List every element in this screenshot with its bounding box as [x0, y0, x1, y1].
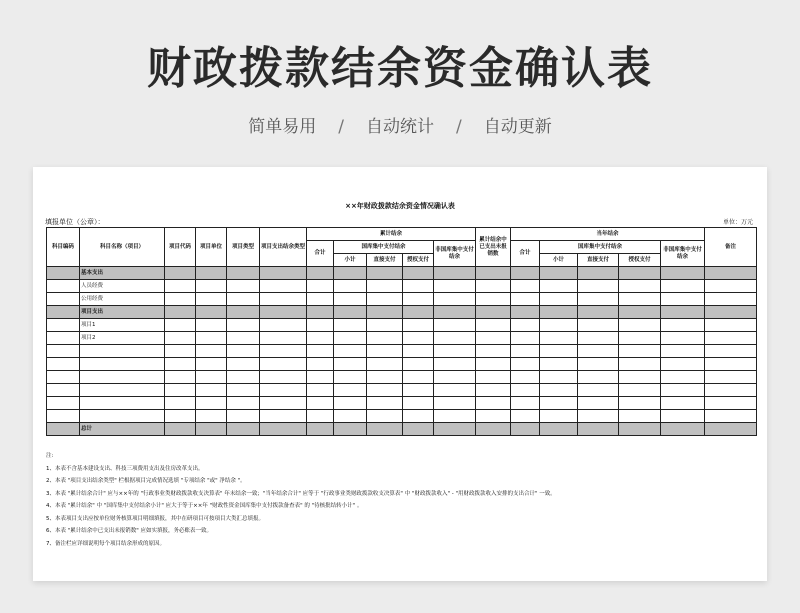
- table-cell[interactable]: [260, 267, 307, 280]
- table-cell[interactable]: [403, 371, 434, 384]
- table-row: [47, 345, 757, 358]
- table-cell[interactable]: [511, 306, 540, 319]
- header-balance-type: 项目支出结余类型: [260, 228, 307, 267]
- cell-item-name[interactable]: [80, 397, 165, 410]
- table-cell[interactable]: [165, 410, 196, 423]
- table-cell[interactable]: [227, 371, 260, 384]
- table-cell[interactable]: [661, 293, 705, 306]
- table-cell[interactable]: [619, 280, 661, 293]
- table-cell[interactable]: [260, 306, 307, 319]
- table-cell[interactable]: [196, 332, 227, 345]
- table-cell[interactable]: [705, 358, 757, 371]
- table-cell[interactable]: [578, 267, 619, 280]
- table-cell[interactable]: [476, 306, 511, 319]
- table-cell[interactable]: [619, 397, 661, 410]
- table-cell[interactable]: [476, 345, 511, 358]
- table-cell[interactable]: [227, 410, 260, 423]
- table-cell[interactable]: [307, 293, 334, 306]
- table-cell[interactable]: [578, 410, 619, 423]
- table-cell[interactable]: [260, 293, 307, 306]
- table-cell[interactable]: [47, 293, 80, 306]
- table-cell[interactable]: [578, 319, 619, 332]
- table-cell[interactable]: [367, 397, 403, 410]
- cell-item-name[interactable]: 项目支出: [80, 306, 165, 319]
- table-cell[interactable]: [434, 345, 476, 358]
- table-cell[interactable]: [165, 280, 196, 293]
- table-cell[interactable]: [403, 384, 434, 397]
- table-cell[interactable]: [476, 410, 511, 423]
- table-cell[interactable]: [661, 345, 705, 358]
- table-cell[interactable]: [705, 293, 757, 306]
- hero-subtitle: [0, 112, 800, 137]
- header-code: 科目编码: [47, 228, 80, 267]
- table-cell[interactable]: [196, 371, 227, 384]
- table-cell[interactable]: [578, 332, 619, 345]
- table-cell[interactable]: [403, 306, 434, 319]
- table-cell[interactable]: [196, 319, 227, 332]
- table-cell[interactable]: [367, 410, 403, 423]
- table-cell[interactable]: [540, 293, 578, 306]
- table-cell[interactable]: [403, 280, 434, 293]
- header-project-type: 项目类型: [227, 228, 260, 267]
- table-cell[interactable]: [196, 306, 227, 319]
- table-cell[interactable]: [196, 345, 227, 358]
- table-cell[interactable]: [511, 332, 540, 345]
- table-cell[interactable]: [165, 384, 196, 397]
- table-cell[interactable]: [47, 384, 80, 397]
- table-cell[interactable]: [434, 410, 476, 423]
- note-line: 7、备注栏应详细说明每个项目结余形成的原因。: [46, 540, 166, 547]
- table-cell[interactable]: [196, 384, 227, 397]
- fill-unit-label: 填报单位（公章）：: [45, 218, 105, 226]
- table-cell[interactable]: [476, 423, 511, 436]
- table-cell[interactable]: [540, 384, 578, 397]
- table-cell[interactable]: [619, 319, 661, 332]
- table-cell[interactable]: [619, 332, 661, 345]
- table-cell[interactable]: [227, 423, 260, 436]
- table-cell[interactable]: [434, 319, 476, 332]
- table-cell[interactable]: [511, 371, 540, 384]
- note-line: 3、本表 "累计结余合计" 应与××年的 "行政事业类财政拨款收支决算表" 年末结余一致；"当年结余合计" 应等于 "行政事业类财政拨款收支决算表" 中 "财政拨款收入" - "用财政拨款收入安排的支出合计" 一致。: [46, 490, 556, 497]
- table-cell[interactable]: [540, 410, 578, 423]
- table-cell[interactable]: [434, 371, 476, 384]
- table-cell[interactable]: [619, 410, 661, 423]
- table-cell[interactable]: [47, 280, 80, 293]
- table-cell[interactable]: [334, 358, 367, 371]
- table-body: [47, 267, 757, 436]
- unit-label: 单位：万元: [722, 219, 753, 226]
- table-cell[interactable]: [511, 397, 540, 410]
- table-cell[interactable]: [578, 345, 619, 358]
- table-cell[interactable]: [403, 423, 434, 436]
- header-current-year: 当年结余: [511, 228, 705, 241]
- table-cell[interactable]: [661, 397, 705, 410]
- table-cell[interactable]: [476, 293, 511, 306]
- table-cell[interactable]: [705, 371, 757, 384]
- table-cell[interactable]: [260, 397, 307, 410]
- table-cell[interactable]: [403, 267, 434, 280]
- table-cell[interactable]: [367, 280, 403, 293]
- table-cell[interactable]: [165, 267, 196, 280]
- subtitle-separator: /: [338, 117, 344, 137]
- table-cell[interactable]: [334, 345, 367, 358]
- table-cell[interactable]: [165, 293, 196, 306]
- table-cell[interactable]: [476, 371, 511, 384]
- table-cell[interactable]: [334, 319, 367, 332]
- table-cell[interactable]: [334, 293, 367, 306]
- header-remark: 备注: [705, 228, 757, 267]
- header-project-unit: 项目单位: [196, 228, 227, 267]
- table-row: [47, 397, 757, 410]
- table-cell[interactable]: [705, 384, 757, 397]
- table-cell[interactable]: [260, 319, 307, 332]
- table-cell[interactable]: [307, 371, 334, 384]
- table-cell[interactable]: [307, 332, 334, 345]
- table-cell[interactable]: [578, 280, 619, 293]
- table-cell[interactable]: [578, 384, 619, 397]
- table-cell[interactable]: [705, 397, 757, 410]
- table-row: [47, 371, 757, 384]
- table-row: [47, 332, 757, 345]
- table-cell[interactable]: [367, 423, 403, 436]
- table-cell[interactable]: [47, 345, 80, 358]
- table-cell[interactable]: [476, 267, 511, 280]
- table-cell[interactable]: [540, 371, 578, 384]
- table-cell[interactable]: [227, 397, 260, 410]
- table-cell[interactable]: [540, 358, 578, 371]
- table-cell[interactable]: [661, 410, 705, 423]
- table-cell[interactable]: [705, 319, 757, 332]
- table-cell[interactable]: [619, 306, 661, 319]
- notes-section: [46, 450, 556, 550]
- header-cum-total: 合计: [307, 241, 334, 267]
- table-cell[interactable]: [260, 358, 307, 371]
- cell-item-name[interactable]: [80, 371, 165, 384]
- table-cell[interactable]: [511, 345, 540, 358]
- table-cell[interactable]: [196, 358, 227, 371]
- note-line: 4、本表 "累计结余" 中 "国库集中支付结余小计" 应大于等于××年 "财政性资金国库集中支付拨款备查表" 的 "待核批结转小计" 。: [46, 503, 363, 509]
- cell-item-name[interactable]: [80, 410, 165, 423]
- table-cell[interactable]: [540, 397, 578, 410]
- table-cell[interactable]: [307, 358, 334, 371]
- table-cell[interactable]: [260, 384, 307, 397]
- table-cell[interactable]: [260, 332, 307, 345]
- table-cell[interactable]: [511, 384, 540, 397]
- table-cell[interactable]: [705, 423, 757, 436]
- table-cell[interactable]: [196, 280, 227, 293]
- table-cell[interactable]: [476, 280, 511, 293]
- subtitle-separator: /: [456, 117, 462, 137]
- table-cell[interactable]: [403, 332, 434, 345]
- hero-title: 财政拨款结余资金确认表: [147, 43, 653, 94]
- header-name: 科目名称（项目）: [80, 228, 165, 267]
- table-row: [47, 319, 757, 332]
- table-cell[interactable]: [434, 423, 476, 436]
- table-cell[interactable]: [578, 397, 619, 410]
- table-cell[interactable]: [227, 332, 260, 345]
- table-cell[interactable]: [165, 423, 196, 436]
- table-cell[interactable]: [47, 423, 80, 436]
- table-cell[interactable]: [403, 358, 434, 371]
- table-cell[interactable]: [540, 423, 578, 436]
- header-cum-auth: 授权支付: [403, 254, 434, 267]
- header-year-auth: 授权支付: [619, 254, 661, 267]
- table-cell[interactable]: [196, 397, 227, 410]
- table-row: [47, 267, 757, 280]
- table-cell[interactable]: [227, 306, 260, 319]
- table-cell[interactable]: [434, 267, 476, 280]
- table-row: [47, 384, 757, 397]
- table-cell[interactable]: [307, 280, 334, 293]
- table-cell[interactable]: [196, 410, 227, 423]
- table-cell[interactable]: [434, 358, 476, 371]
- table-cell[interactable]: [511, 410, 540, 423]
- table-cell[interactable]: [540, 319, 578, 332]
- table-cell[interactable]: [578, 358, 619, 371]
- table-cell[interactable]: [661, 332, 705, 345]
- table-cell[interactable]: [165, 358, 196, 371]
- table-cell[interactable]: [511, 280, 540, 293]
- table-cell[interactable]: [47, 397, 80, 410]
- table-row: [47, 306, 757, 319]
- table-cell[interactable]: [47, 267, 80, 280]
- table-cell[interactable]: [227, 384, 260, 397]
- table-cell[interactable]: [661, 358, 705, 371]
- header-cumulative: 累计结余: [307, 228, 476, 241]
- table-row: [47, 423, 757, 436]
- table-cell[interactable]: [260, 345, 307, 358]
- table-cell[interactable]: [661, 319, 705, 332]
- header-cum-non-treasury: 非国库集中支付结余: [434, 241, 476, 267]
- table-cell[interactable]: [511, 319, 540, 332]
- table-cell[interactable]: [307, 306, 334, 319]
- table-cell[interactable]: [661, 371, 705, 384]
- table-cell[interactable]: [334, 371, 367, 384]
- cell-item-name[interactable]: [80, 358, 165, 371]
- document-title: ××年财政拨款结余资金情况确认表: [345, 202, 455, 210]
- table-cell[interactable]: [367, 371, 403, 384]
- table-cell[interactable]: [307, 345, 334, 358]
- table-cell[interactable]: [619, 293, 661, 306]
- table-cell[interactable]: [434, 280, 476, 293]
- table-cell[interactable]: [47, 371, 80, 384]
- table-cell[interactable]: [165, 397, 196, 410]
- table-cell[interactable]: [403, 319, 434, 332]
- note-line: 1、本表不含基本建设支出、科技三项费用支出及住房改革支出。: [46, 465, 204, 472]
- cell-item-name[interactable]: 项目1: [80, 319, 165, 332]
- table-cell[interactable]: [434, 384, 476, 397]
- table-cell[interactable]: [367, 306, 403, 319]
- table-cell[interactable]: [476, 319, 511, 332]
- table-cell[interactable]: [367, 293, 403, 306]
- table-cell[interactable]: [511, 358, 540, 371]
- balance-table: [46, 227, 757, 436]
- cell-item-name[interactable]: [80, 384, 165, 397]
- table-cell[interactable]: [578, 293, 619, 306]
- table-cell[interactable]: [334, 423, 367, 436]
- table-cell[interactable]: [334, 332, 367, 345]
- table-cell[interactable]: [578, 423, 619, 436]
- header-cum-subtotal: 小计: [334, 254, 367, 267]
- table-cell[interactable]: [511, 293, 540, 306]
- table-cell[interactable]: [705, 306, 757, 319]
- table-cell[interactable]: [307, 423, 334, 436]
- table-row: [47, 410, 757, 423]
- table-cell[interactable]: [307, 267, 334, 280]
- table-cell[interactable]: [661, 423, 705, 436]
- table-cell[interactable]: [227, 280, 260, 293]
- table-row: [47, 293, 757, 306]
- table-cell[interactable]: [540, 280, 578, 293]
- table-cell[interactable]: [540, 267, 578, 280]
- table-row: [47, 358, 757, 371]
- table-cell[interactable]: [705, 410, 757, 423]
- table-cell[interactable]: [403, 397, 434, 410]
- table-cell[interactable]: [47, 319, 80, 332]
- table-cell[interactable]: [619, 384, 661, 397]
- table-cell[interactable]: [578, 306, 619, 319]
- table-cell[interactable]: [367, 319, 403, 332]
- header-year-treasury: 国库集中支付结余: [540, 241, 661, 254]
- table-cell[interactable]: [307, 384, 334, 397]
- table-cell[interactable]: [307, 410, 334, 423]
- table-cell[interactable]: [476, 358, 511, 371]
- table-cell[interactable]: [196, 293, 227, 306]
- table-cell[interactable]: [434, 332, 476, 345]
- table-cell[interactable]: [260, 371, 307, 384]
- table-cell[interactable]: [334, 397, 367, 410]
- table-cell[interactable]: [165, 371, 196, 384]
- table-cell[interactable]: [334, 280, 367, 293]
- subtitle-item: 自动更新: [483, 117, 552, 137]
- table-cell[interactable]: [165, 332, 196, 345]
- cell-item-name[interactable]: 公用经费: [80, 293, 165, 306]
- header-year-non-treasury: 非国库集中支付结余: [661, 241, 705, 267]
- spreadsheet-preview: [33, 167, 767, 581]
- table-cell[interactable]: [540, 332, 578, 345]
- header-cum-direct: 直接支付: [367, 254, 403, 267]
- cell-item-name[interactable]: 总计: [80, 423, 165, 436]
- header-year-subtotal: 小计: [540, 254, 578, 267]
- table-cell[interactable]: [403, 345, 434, 358]
- table-cell[interactable]: [511, 423, 540, 436]
- table-cell[interactable]: [165, 345, 196, 358]
- table-cell[interactable]: [661, 306, 705, 319]
- table-cell[interactable]: [47, 332, 80, 345]
- note-line: 2、本表 "项目支出结余类型" 栏根据项目完成情况选填 "专项结余 "或" 净结余 "。: [46, 478, 246, 484]
- table-cell[interactable]: [619, 423, 661, 436]
- table-cell[interactable]: [227, 293, 260, 306]
- table-cell[interactable]: [227, 267, 260, 280]
- table-cell[interactable]: [540, 345, 578, 358]
- table-cell[interactable]: [307, 397, 334, 410]
- table-cell[interactable]: [260, 423, 307, 436]
- header-year-direct: 直接支付: [578, 254, 619, 267]
- table-cell[interactable]: [403, 410, 434, 423]
- header-year-total: 合计: [511, 241, 540, 267]
- header-cumulative-unreported: 累计结余中已支出未报销数: [476, 228, 511, 267]
- table-cell[interactable]: [403, 293, 434, 306]
- table-cell[interactable]: [47, 306, 80, 319]
- table-cell[interactable]: [434, 306, 476, 319]
- table-cell[interactable]: [260, 280, 307, 293]
- table-cell[interactable]: [434, 293, 476, 306]
- table-cell[interactable]: [47, 410, 80, 423]
- table-cell[interactable]: [227, 358, 260, 371]
- table-cell[interactable]: [434, 397, 476, 410]
- table-cell[interactable]: [367, 358, 403, 371]
- table-cell[interactable]: [619, 371, 661, 384]
- cell-item-name[interactable]: 基本支出: [80, 267, 165, 280]
- table-cell[interactable]: [476, 397, 511, 410]
- table-cell[interactable]: [476, 332, 511, 345]
- note-line: 注:: [46, 453, 54, 459]
- table-cell[interactable]: [367, 267, 403, 280]
- table-cell[interactable]: [307, 319, 334, 332]
- table-cell[interactable]: [196, 423, 227, 436]
- note-line: 6、本表 "累计结余中已支出未报销数" 应如实填报，务必账表一致。: [46, 528, 213, 534]
- table-cell[interactable]: [227, 345, 260, 358]
- table-cell[interactable]: [661, 267, 705, 280]
- table-cell[interactable]: [578, 371, 619, 384]
- cell-item-name[interactable]: 项目2: [80, 332, 165, 345]
- table-cell[interactable]: [367, 332, 403, 345]
- table-cell[interactable]: [661, 280, 705, 293]
- table-cell[interactable]: [619, 267, 661, 280]
- table-cell[interactable]: [705, 280, 757, 293]
- table-cell[interactable]: [367, 384, 403, 397]
- header-project-code: 项目代码: [165, 228, 196, 267]
- table-cell[interactable]: [165, 306, 196, 319]
- table-cell[interactable]: [334, 410, 367, 423]
- table-cell[interactable]: [540, 306, 578, 319]
- header-cum-treasury: 国库集中支付结余: [334, 241, 434, 254]
- table-cell[interactable]: [334, 267, 367, 280]
- table-cell[interactable]: [619, 345, 661, 358]
- table-cell[interactable]: [196, 267, 227, 280]
- table-cell[interactable]: [260, 410, 307, 423]
- cell-item-name[interactable]: 人员经费: [80, 280, 165, 293]
- table-cell[interactable]: [227, 319, 260, 332]
- cell-item-name[interactable]: [80, 345, 165, 358]
- table-cell[interactable]: [705, 267, 757, 280]
- table-cell[interactable]: [511, 267, 540, 280]
- table-cell[interactable]: [619, 358, 661, 371]
- table-cell[interactable]: [47, 358, 80, 371]
- table-cell[interactable]: [334, 384, 367, 397]
- table-cell[interactable]: [661, 384, 705, 397]
- table-cell[interactable]: [334, 306, 367, 319]
- table-cell[interactable]: [476, 384, 511, 397]
- subtitle-item: 自动统计: [366, 117, 434, 137]
- table-row: [47, 280, 757, 293]
- table-cell[interactable]: [705, 332, 757, 345]
- note-line: 5、本表项目支出应按单位财务核算项目明细填报，其中在研项目可按项目大类汇总填报。: [46, 515, 265, 522]
- table-cell[interactable]: [367, 345, 403, 358]
- table-cell[interactable]: [705, 345, 757, 358]
- subtitle-item: 简单易用: [248, 117, 317, 137]
- table-cell[interactable]: [165, 319, 196, 332]
